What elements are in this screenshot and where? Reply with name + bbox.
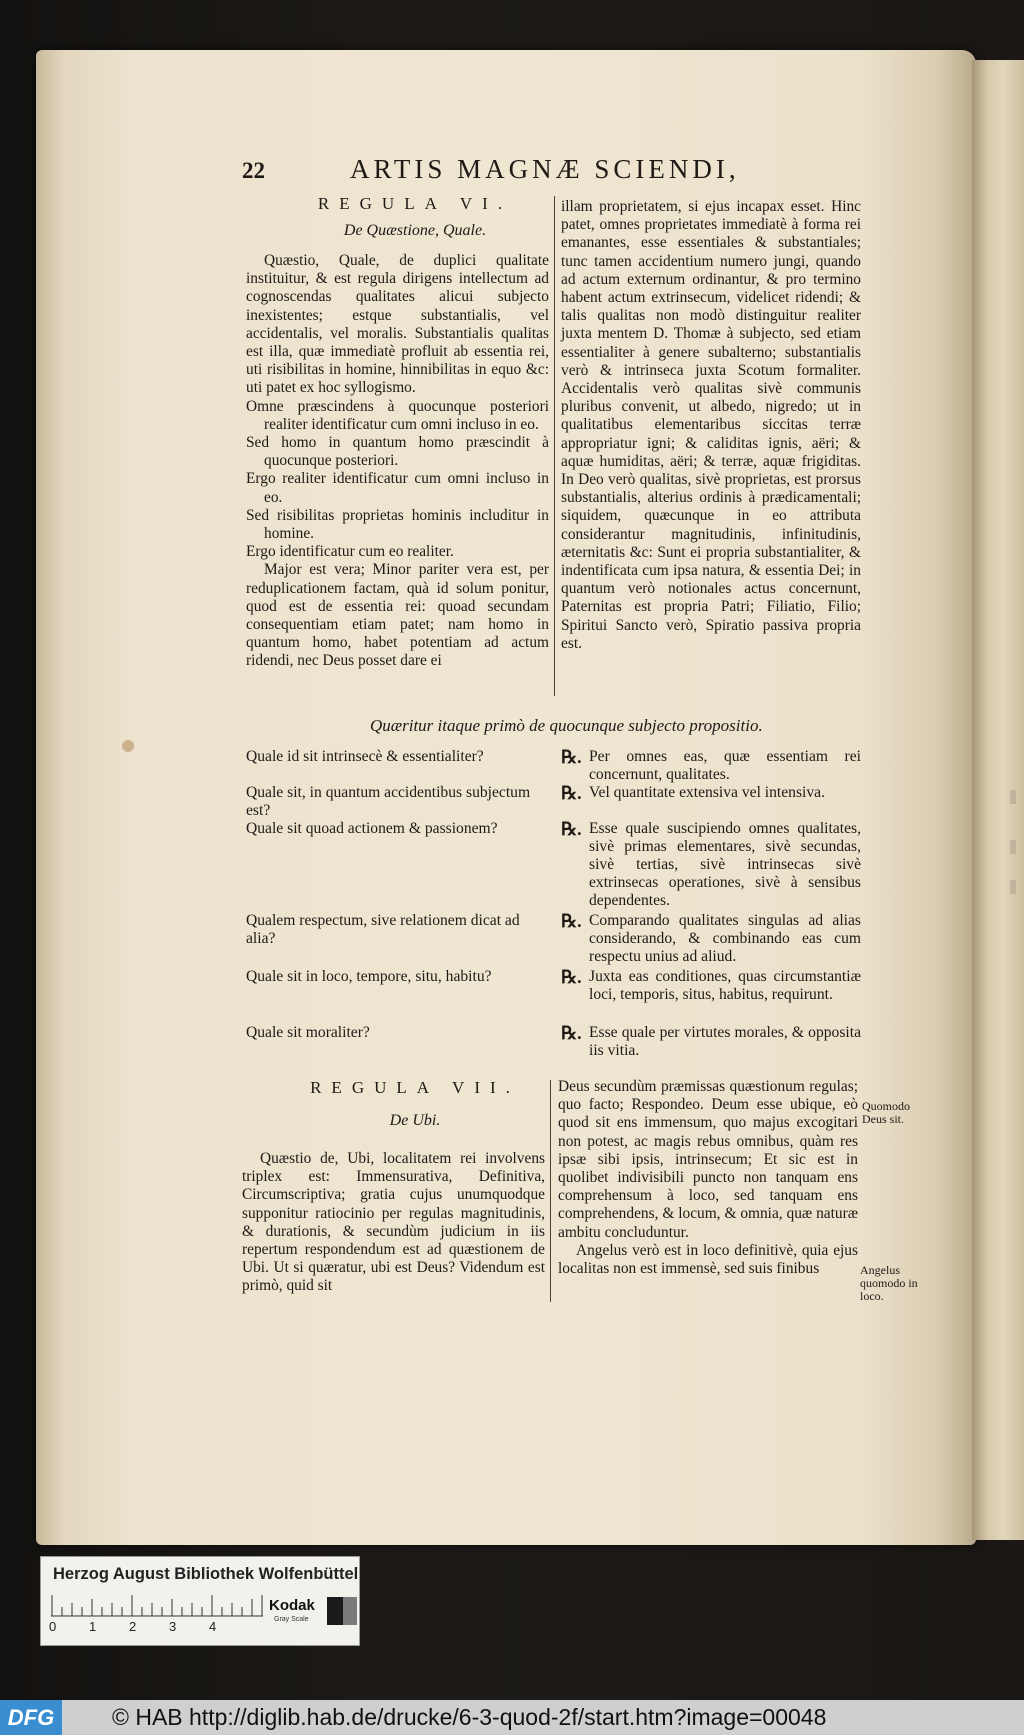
- paragraph: Deus secundùm præmissas quæstionum regulas; quo facto; Respondeo. Deum esse ubique, eò quod sit ens immensum, quo majus excogitari non potest, ac magis rebus omnibus, quàm res ipsæ sibi ipsis, intrinsecum; Et sic est in quolibet indivisibili puncto non tanquam ens comprehensum à loco, sed tanquam ens comprehendens, & locum, & omnia, quæ naturæ ambitu concluduntur.: [558, 1078, 858, 1241]
- ruler-number: 1: [89, 1619, 97, 1634]
- answer-5: [561, 968, 861, 1004]
- regula-6-title: REGULA VI.: [317, 194, 513, 213]
- answer-text: Vel quantitate extensiva vel intensiva.: [589, 784, 825, 801]
- regula-6-right-column: [561, 198, 861, 653]
- column-divider: [554, 196, 555, 696]
- question-5: Quale sit in loco, tempore, situ, habitu?: [246, 968, 492, 985]
- syllogism-line: Sed homo in quantum homo præscindit à quocunque posteriori.: [246, 434, 549, 470]
- regula-6-left-column: [246, 252, 549, 671]
- gray-patch-dark: [327, 1597, 343, 1625]
- library-name: Herzog August Bibliothek Wolfenbüttel: [53, 1565, 359, 1583]
- answer-text: Esse quale suscipiendo omnes qualitates, sivè primas elementares, sivè secundas, sivè tertias, sivè intrinsecas sivè extrinsecas operationes, sivè à sensibus dependentes.: [589, 820, 861, 909]
- response-mark: ℞.: [561, 911, 582, 931]
- response-mark: ℞.: [561, 747, 582, 767]
- question-3: Quale sit quoad actionem & passionem?: [246, 820, 498, 837]
- gray-patch-mid: [343, 1597, 357, 1625]
- answer-1: [561, 748, 861, 784]
- answer-4: [561, 912, 861, 966]
- regula-7-subtitle: De Ubi.: [389, 1112, 441, 1129]
- paragraph: Angelus verò est in loco definitivè, quia ejus localitas non est immensè, sed suis finibus: [558, 1241, 858, 1278]
- answer-text: Esse quale per virtutes morales, & opposita iis vitia.: [589, 1024, 861, 1059]
- running-head: ARTIS MAGNÆ SCIENDI,: [350, 154, 740, 184]
- paragraph: Quæstio de, Ubi, localitatem rei involvens triplex est: Immensurativa, Definitiva, Circumscriptiva; gratia cujus unumquodque supponitur ratiocinio per regulas magnitudinis, & durationis, & secundùm judicium in iis repertum respondendum est ad quæstionem de Ubi. Ut si quæratur, ubi est Deus? Videndum est primò, quid sit: [242, 1150, 545, 1295]
- syllogism-line: Ergo realiter identificatur cum omni incluso in eo.: [246, 470, 549, 506]
- question-4: Qualem respectum, sive relationem dicat ad alia?: [246, 912, 520, 947]
- library-label: [40, 1556, 360, 1646]
- page-number: 22: [242, 158, 265, 183]
- regula-7-title: REGULA VII.: [310, 1078, 520, 1097]
- regula-6-subtitle: De Quæstione, Quale.: [343, 222, 487, 239]
- questions-title: Quæritur itaque primò de quocunque subjecto propositio.: [370, 716, 763, 735]
- answer-text: Comparando qualitates singulas ad alias considerando, & combinando eas cum respectu unius ad aliud.: [589, 912, 861, 965]
- ruler-number: 3: [169, 1619, 177, 1634]
- dfg-logo[interactable]: DFG: [0, 1700, 62, 1735]
- column-divider: [550, 1080, 551, 1302]
- paragraph: Major est vera; Minor pariter vera est, per reduplicationem factam, quà id solum ponitur, quod est de essentia rei: quoad secundam consequentiam etiam patet; nam homo in quantum homo, habet potentiam ad actum ridendi, nec Deus posset dare ei: [246, 561, 549, 670]
- paragraph: illam proprietatem, si ejus incapax esset. Hinc patet, omnes proprietates immediatè à forma rei emanantes, esse essentiales & substantiales; tunc tamen accidentium numero jungi, quando ad actum externum ordinantur, & pro termino habent actum extrinsecum, videlicet ridendi; & talis qualitas non modò distinguitur realiter juxta mentem D. Thomæ à subjecto, sed etiam essentialiter à genere subalterno; substantialis verò & intrinseca juxta Scotum formaliter. Accidentalis verò qualitas sivè communis pluribus convenit, ut albedo, nigredo; ut in qualitatibus elementaribus siccitas terræ appropriatur igni; & caliditas ignis, aëri; & aquæ humiditas, aëri; & terræ, aquæ frigiditas. In Deo verò qualitas, sivè proprietas, est prorsus substantialis, alterius ordinis à prædicamentali; siquidem, quæcunque in eo attributa considerantur magnitudinis, infinitudinis, æternitatis &c: Sunt ei propria substantialiter, & indentificata cum ipsa natura, & essentia Dei; in quantum verò notionales actus concernunt, Paternitas est propria Patri; Filiatio, Filio; Spiritui Sancto verò, Spiratio passiva propria est.: [561, 198, 861, 652]
- syllogism-line: Sed risibilitas proprietas hominis includitur in homine.: [246, 506, 549, 543]
- response-mark: ℞.: [561, 819, 582, 839]
- question-6: Quale sit moraliter?: [246, 1024, 370, 1041]
- kodak-logo: Kodak: [269, 1597, 315, 1614]
- ruler-number: 4: [209, 1619, 217, 1634]
- response-mark: ℞.: [561, 1023, 582, 1043]
- margin-note-angelus: Angelus quomodo in loco.: [860, 1263, 918, 1303]
- margin-note-deus: Quomodo Deus sit.: [862, 1099, 910, 1126]
- response-mark: ℞.: [561, 783, 582, 803]
- ruler-scale-icon: [51, 1595, 263, 1617]
- syllogism-line: Ergo identificatur cum eo realiter.: [246, 543, 454, 561]
- regula-7-right-column: [558, 1078, 858, 1278]
- answer-3: [561, 820, 861, 910]
- regula-7-left-column: [242, 1150, 545, 1296]
- syllogism-line: Omne præscindens à quocunque posteriori realiter identificatur cum omni incluso in eo.: [246, 397, 549, 433]
- answer-text: Juxta eas conditiones, quas circumstantiæ loci, temporis, situs, habitus, requirunt.: [589, 968, 861, 1003]
- answer-text: Per omnes eas, quæ essentiam rei concernunt, qualitates.: [589, 748, 861, 783]
- answer-2: [561, 784, 861, 802]
- question-1: Quale id sit intrinsecè & essentialiter?: [246, 748, 484, 765]
- paragraph: Quæstio, Quale, de duplici qualitate instituitur, & est regula dirigens intellectum ad cognoscendas qualitates alicui subjecto inexistentes; estque substantialis, vel accidentalis, vel moralis. Substantialis qualitas est illa, quæ immediatè profluit ab essentia rei, uti risibilitas in homine, hinnibilitas in equo &c: uti patet ex hoc syllogismo.: [246, 252, 549, 397]
- ruler-number: 2: [129, 1619, 137, 1634]
- footer-copyright-link[interactable]: © HAB http://diglib.hab.de/drucke/6-3-quod-2f/start.htm?image=00048: [112, 1704, 827, 1730]
- response-mark: ℞.: [561, 967, 582, 987]
- ruler-number: 0: [49, 1619, 57, 1634]
- answer-6: [561, 1024, 861, 1060]
- question-2: Quale sit, in quantum accidentibus subjectum est?: [246, 784, 531, 819]
- kodak-subtitle: Gray Scale: [274, 1616, 309, 1623]
